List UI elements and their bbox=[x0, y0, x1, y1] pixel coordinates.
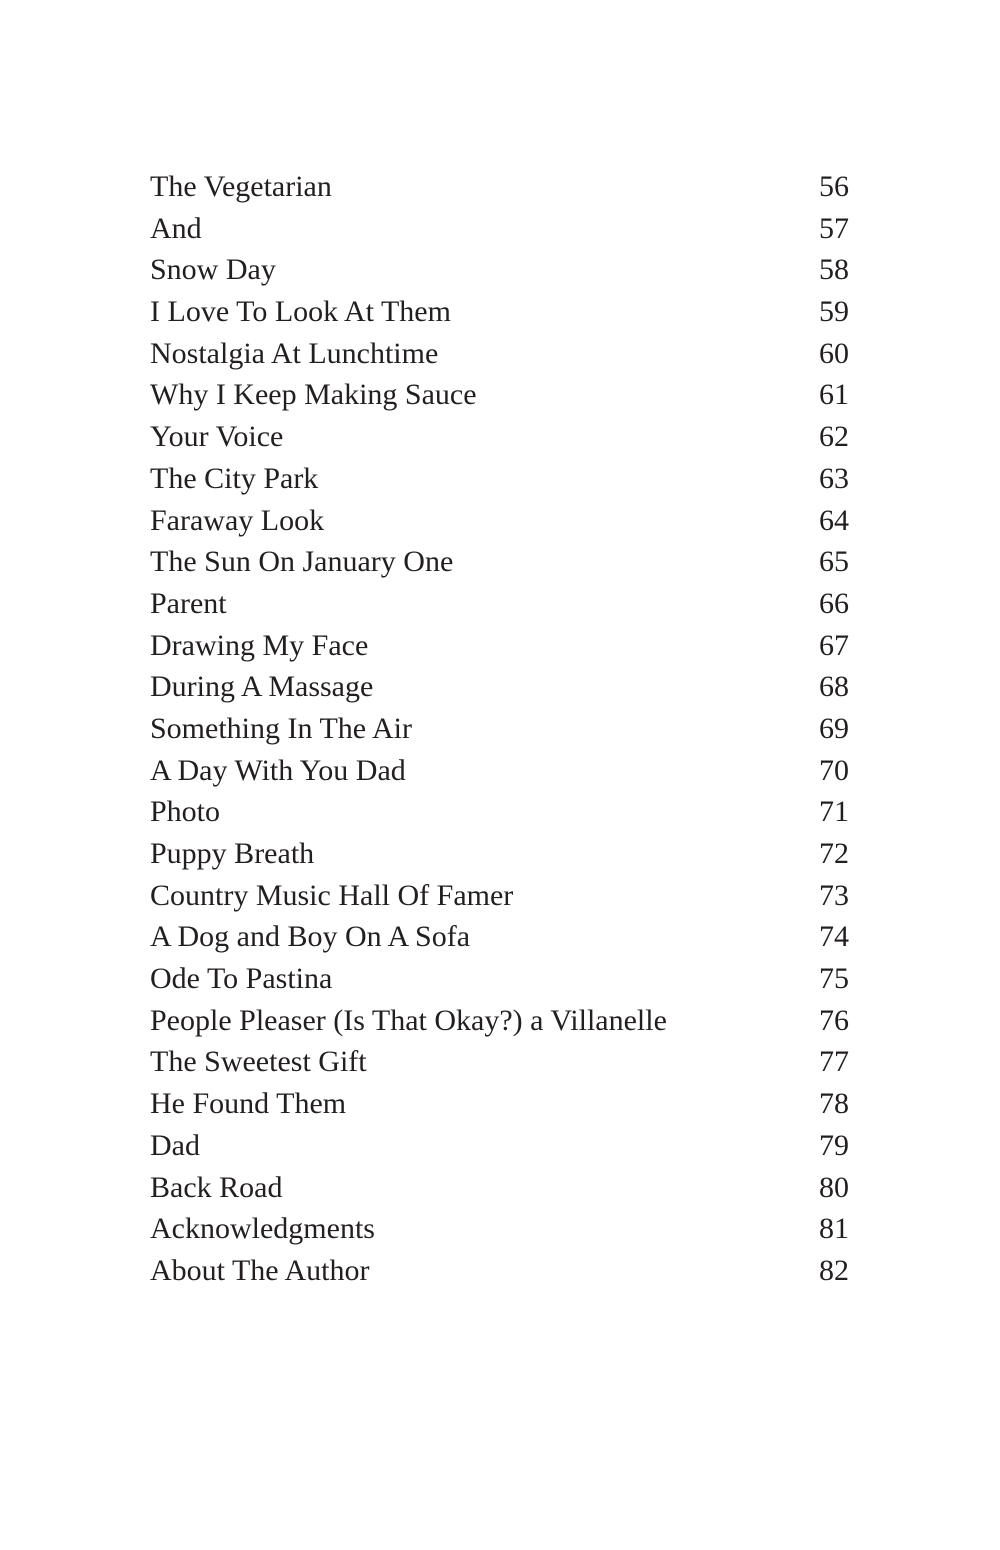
toc-entry[interactable] bbox=[150, 500, 849, 542]
toc-entry-title: During A Massage bbox=[150, 670, 374, 704]
toc-entry-page: 74 bbox=[819, 920, 849, 954]
toc-entry[interactable] bbox=[150, 958, 849, 1000]
toc-entry[interactable] bbox=[150, 416, 849, 458]
toc-entry-title: Ode To Pastina bbox=[150, 962, 333, 996]
toc-entry-page: 78 bbox=[819, 1087, 849, 1121]
toc-entry-page: 80 bbox=[819, 1170, 849, 1204]
toc-entry-title: The City Park bbox=[150, 461, 319, 495]
toc-entry-title: Photo bbox=[150, 795, 221, 829]
toc-entry-title: Your Voice bbox=[150, 420, 284, 454]
toc-entry-title: Why I Keep Making Sauce bbox=[150, 378, 477, 412]
toc-entry[interactable] bbox=[150, 1125, 849, 1167]
toc-entry-title: The Sweetest Gift bbox=[150, 1045, 367, 1079]
toc-entry[interactable] bbox=[150, 625, 849, 667]
toc-entry[interactable] bbox=[150, 458, 849, 500]
toc-entry-title: Nostalgia At Lunchtime bbox=[150, 336, 439, 370]
toc-entry-title: I Love To Look At Them bbox=[150, 295, 451, 329]
toc-entry-title: Dad bbox=[150, 1128, 200, 1162]
toc-entry[interactable] bbox=[150, 1041, 849, 1083]
toc-entry-title: The Sun On January One bbox=[150, 545, 454, 579]
toc-entry-page: 76 bbox=[819, 1003, 849, 1037]
toc-entry-title: Parent bbox=[150, 586, 227, 620]
toc-entry-page: 79 bbox=[819, 1128, 849, 1162]
toc-entry-title: A Day With You Dad bbox=[150, 753, 406, 787]
toc-entry[interactable] bbox=[150, 1250, 849, 1292]
toc-entry-title: Drawing My Face bbox=[150, 628, 369, 662]
toc-entry-page: 75 bbox=[819, 962, 849, 996]
toc-entry[interactable] bbox=[150, 1167, 849, 1209]
toc-entry[interactable] bbox=[150, 208, 849, 250]
toc-entry[interactable] bbox=[150, 249, 849, 291]
toc-entry[interactable] bbox=[150, 708, 849, 750]
toc-entry-page: 65 bbox=[819, 545, 849, 579]
toc-entry[interactable] bbox=[150, 833, 849, 875]
toc-entry-title: Acknowledgments bbox=[150, 1212, 375, 1246]
toc-entry-page: 68 bbox=[819, 670, 849, 704]
toc-entry-title: A Dog and Boy On A Sofa bbox=[150, 920, 471, 954]
toc-entry-title: Something In The Air bbox=[150, 711, 412, 745]
toc-entry[interactable] bbox=[150, 374, 849, 416]
toc-entry-title: Puppy Breath bbox=[150, 837, 315, 870]
toc-entry-page: 62 bbox=[819, 420, 849, 454]
toc-entry-page: 63 bbox=[819, 461, 849, 495]
toc-entry-page: 61 bbox=[819, 378, 849, 412]
toc-entry-title: Faraway Look bbox=[150, 503, 325, 537]
toc-entry-page: 73 bbox=[819, 878, 849, 912]
toc-entry[interactable] bbox=[150, 1083, 849, 1125]
toc-entry[interactable] bbox=[150, 541, 849, 583]
toc-entry[interactable] bbox=[150, 875, 849, 917]
toc-entry-title: Snow Day bbox=[150, 253, 276, 287]
toc-entry-page: 56 bbox=[819, 170, 849, 203]
toc-entry[interactable] bbox=[150, 1208, 849, 1250]
toc-entry-page: 64 bbox=[819, 503, 849, 537]
toc-entry[interactable] bbox=[150, 791, 849, 833]
toc-entry[interactable] bbox=[150, 916, 849, 958]
toc-entry-page: 77 bbox=[819, 1045, 849, 1079]
toc-entry-page: 72 bbox=[819, 837, 849, 870]
toc-entry-title: The Vegetarian bbox=[150, 170, 332, 203]
toc-entry[interactable] bbox=[150, 291, 849, 333]
table-of-contents bbox=[150, 166, 849, 1292]
toc-entry-page: 57 bbox=[819, 211, 849, 245]
toc-entry-page: 70 bbox=[819, 753, 849, 787]
toc-entry-title: He Found Them bbox=[150, 1087, 347, 1121]
toc-entry-title: People Pleaser (Is That Okay?) a Villanelle bbox=[150, 1003, 667, 1037]
toc-entry-page: 59 bbox=[819, 295, 849, 329]
toc-entry[interactable] bbox=[150, 583, 849, 625]
toc-entry[interactable] bbox=[150, 750, 849, 792]
toc-entry-page: 58 bbox=[819, 253, 849, 287]
toc-entry-page: 60 bbox=[819, 336, 849, 370]
toc-entry-title: And bbox=[150, 211, 202, 245]
toc-entry[interactable] bbox=[150, 1000, 849, 1042]
toc-entry-page: 81 bbox=[819, 1212, 849, 1246]
toc-entry-page: 66 bbox=[819, 586, 849, 620]
toc-entry-title: Back Road bbox=[150, 1170, 283, 1204]
toc-entry-title: About The Author bbox=[150, 1253, 370, 1287]
toc-entry[interactable] bbox=[150, 333, 849, 375]
toc-entry[interactable] bbox=[150, 166, 849, 208]
toc-entry-page: 71 bbox=[819, 795, 849, 829]
toc-entry[interactable] bbox=[150, 666, 849, 708]
toc-entry-page: 67 bbox=[819, 628, 849, 662]
toc-entry-page: 69 bbox=[819, 711, 849, 745]
toc-entry-title: Country Music Hall Of Famer bbox=[150, 878, 514, 912]
toc-entry-page: 82 bbox=[819, 1253, 849, 1287]
